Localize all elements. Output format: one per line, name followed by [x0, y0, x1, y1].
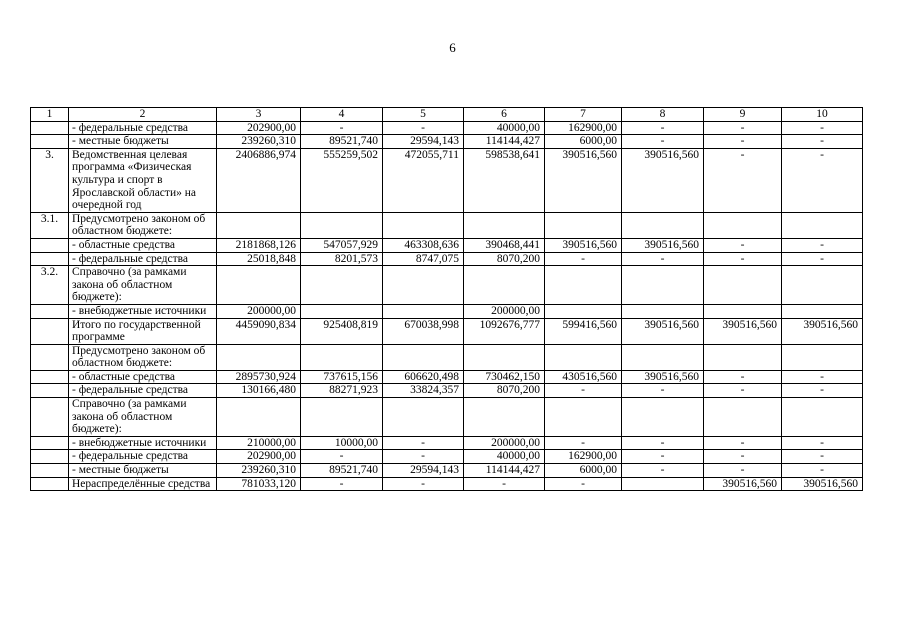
table-row — [31, 384, 863, 398]
row-label-cell: - местные бюджеты — [69, 464, 217, 478]
value-cell — [622, 266, 704, 305]
row-label-cell: Нераспределённые средства — [69, 477, 217, 491]
value-cell: 390516,560 — [704, 318, 782, 344]
table-row — [31, 344, 863, 370]
value-cell — [545, 266, 622, 305]
value-cell: 29594,143 — [383, 135, 464, 149]
table-row — [31, 450, 863, 464]
value-cell: - — [704, 121, 782, 135]
value-cell: 88271,923 — [301, 384, 383, 398]
value-cell: - — [383, 436, 464, 450]
value-cell — [622, 477, 704, 491]
value-cell: - — [383, 450, 464, 464]
value-cell: - — [782, 135, 863, 149]
value-cell: - — [782, 436, 863, 450]
table-row — [31, 398, 863, 437]
row-number-cell — [31, 398, 69, 437]
row-number-cell — [31, 384, 69, 398]
row-number-cell — [31, 252, 69, 266]
value-cell: 6000,00 — [545, 464, 622, 478]
value-cell — [704, 212, 782, 238]
value-cell: 239260,310 — [217, 464, 301, 478]
value-cell — [464, 344, 545, 370]
value-cell: 670038,998 — [383, 318, 464, 344]
column-header-10: 10 — [782, 108, 863, 122]
value-cell — [383, 266, 464, 305]
value-cell: 130166,480 — [217, 384, 301, 398]
value-cell: 8747,075 — [383, 252, 464, 266]
value-cell: 29594,143 — [383, 464, 464, 478]
column-header-8: 8 — [622, 108, 704, 122]
value-cell: 390516,560 — [782, 477, 863, 491]
value-cell: - — [704, 238, 782, 252]
value-cell: - — [383, 477, 464, 491]
value-cell: - — [622, 121, 704, 135]
value-cell: 10000,00 — [301, 436, 383, 450]
row-number-cell — [31, 464, 69, 478]
row-label-cell: Справочно (за рамками закона об областном бюджете): — [69, 398, 217, 437]
table-row — [31, 304, 863, 318]
column-header-1: 1 — [31, 108, 69, 122]
value-cell: 200000,00 — [217, 304, 301, 318]
value-cell: - — [782, 148, 863, 212]
table-row — [31, 266, 863, 305]
value-cell: 781033,120 — [217, 477, 301, 491]
value-cell — [464, 266, 545, 305]
table-row — [31, 238, 863, 252]
table-row — [31, 148, 863, 212]
value-cell: 33824,357 — [383, 384, 464, 398]
value-cell: - — [704, 370, 782, 384]
row-label-cell: - федеральные средства — [69, 121, 217, 135]
row-number-cell — [31, 370, 69, 384]
value-cell: 8070,200 — [464, 384, 545, 398]
value-cell: - — [545, 477, 622, 491]
value-cell: 390516,560 — [622, 238, 704, 252]
value-cell — [217, 398, 301, 437]
row-label-cell: - областные средства — [69, 370, 217, 384]
value-cell: 390468,441 — [464, 238, 545, 252]
table-row — [31, 370, 863, 384]
value-cell — [383, 304, 464, 318]
value-cell — [622, 398, 704, 437]
column-header-9: 9 — [704, 108, 782, 122]
row-number-cell: 3.2. — [31, 266, 69, 305]
value-cell: 390516,560 — [622, 370, 704, 384]
value-cell: - — [704, 135, 782, 149]
value-cell — [301, 398, 383, 437]
value-cell — [301, 304, 383, 318]
value-cell — [782, 344, 863, 370]
value-cell: 390516,560 — [622, 148, 704, 212]
value-cell: 114144,427 — [464, 464, 545, 478]
row-label-cell: - внебюджетные источники — [69, 436, 217, 450]
value-cell: - — [704, 148, 782, 212]
value-cell — [383, 344, 464, 370]
value-cell: 8201,573 — [301, 252, 383, 266]
value-cell: - — [782, 370, 863, 384]
value-cell — [301, 344, 383, 370]
value-cell: - — [545, 384, 622, 398]
value-cell: 40000,00 — [464, 450, 545, 464]
value-cell: - — [782, 464, 863, 478]
row-label-cell: - областные средства — [69, 238, 217, 252]
value-cell: 472055,711 — [383, 148, 464, 212]
column-header-3: 3 — [217, 108, 301, 122]
table-row — [31, 135, 863, 149]
value-cell: - — [782, 384, 863, 398]
value-cell: - — [622, 464, 704, 478]
value-cell: - — [622, 436, 704, 450]
value-cell: 89521,740 — [301, 464, 383, 478]
value-cell: 40000,00 — [464, 121, 545, 135]
row-number-cell — [31, 121, 69, 135]
budget-table — [30, 107, 863, 491]
value-cell: 239260,310 — [217, 135, 301, 149]
value-cell: 2895730,924 — [217, 370, 301, 384]
value-cell: - — [782, 121, 863, 135]
value-cell: 555259,502 — [301, 148, 383, 212]
table-row — [31, 121, 863, 135]
value-cell: - — [704, 384, 782, 398]
value-cell: 463308,636 — [383, 238, 464, 252]
value-cell: 210000,00 — [217, 436, 301, 450]
value-cell — [704, 398, 782, 437]
table-row — [31, 477, 863, 491]
value-cell: - — [464, 477, 545, 491]
value-cell: 1092676,777 — [464, 318, 545, 344]
value-cell: - — [704, 252, 782, 266]
value-cell — [704, 304, 782, 318]
row-label-cell: - внебюджетные источники — [69, 304, 217, 318]
value-cell: 8070,200 — [464, 252, 545, 266]
row-number-cell — [31, 344, 69, 370]
value-cell: 89521,740 — [301, 135, 383, 149]
row-number-cell — [31, 450, 69, 464]
value-cell — [217, 212, 301, 238]
value-cell — [217, 344, 301, 370]
value-cell: 598538,641 — [464, 148, 545, 212]
value-cell: - — [622, 384, 704, 398]
row-number-cell — [31, 477, 69, 491]
table-row — [31, 318, 863, 344]
column-header-6: 6 — [464, 108, 545, 122]
value-cell — [464, 398, 545, 437]
value-cell: - — [545, 252, 622, 266]
table-row — [31, 212, 863, 238]
value-cell: 114144,427 — [464, 135, 545, 149]
page-number: 6 — [449, 40, 456, 55]
row-number-cell: 3. — [31, 148, 69, 212]
value-cell: - — [622, 135, 704, 149]
value-cell: 606620,498 — [383, 370, 464, 384]
column-header-2: 2 — [69, 108, 217, 122]
row-number-cell — [31, 238, 69, 252]
value-cell: - — [622, 450, 704, 464]
value-cell — [704, 344, 782, 370]
value-cell: - — [383, 121, 464, 135]
value-cell — [545, 212, 622, 238]
value-cell: 599416,560 — [545, 318, 622, 344]
value-cell: 202900,00 — [217, 450, 301, 464]
value-cell: 925408,819 — [301, 318, 383, 344]
column-header-7: 7 — [545, 108, 622, 122]
value-cell: 200000,00 — [464, 436, 545, 450]
column-header-5: 5 — [383, 108, 464, 122]
row-label-cell: Справочно (за рамками закона об областном бюджете): — [69, 266, 217, 305]
table-row — [31, 252, 863, 266]
value-cell: - — [704, 450, 782, 464]
value-cell: 202900,00 — [217, 121, 301, 135]
value-cell: - — [704, 436, 782, 450]
value-cell — [545, 304, 622, 318]
value-cell: 390516,560 — [545, 238, 622, 252]
header-row — [31, 108, 863, 122]
value-cell: 390516,560 — [545, 148, 622, 212]
value-cell — [782, 266, 863, 305]
table-row — [31, 436, 863, 450]
row-label-cell: Итого по государственной программе — [69, 318, 217, 344]
row-label-cell: - местные бюджеты — [69, 135, 217, 149]
value-cell: 547057,929 — [301, 238, 383, 252]
row-label-cell: - федеральные средства — [69, 384, 217, 398]
value-cell: - — [704, 464, 782, 478]
row-number-cell — [31, 318, 69, 344]
value-cell — [383, 212, 464, 238]
value-cell — [704, 266, 782, 305]
value-cell: 25018,848 — [217, 252, 301, 266]
value-cell — [545, 344, 622, 370]
row-number-cell — [31, 135, 69, 149]
column-header-4: 4 — [301, 108, 383, 122]
value-cell: - — [622, 252, 704, 266]
value-cell: - — [782, 238, 863, 252]
value-cell — [383, 398, 464, 437]
value-cell — [217, 266, 301, 305]
value-cell: 2181868,126 — [217, 238, 301, 252]
value-cell: 200000,00 — [464, 304, 545, 318]
value-cell: 390516,560 — [622, 318, 704, 344]
value-cell — [622, 344, 704, 370]
row-number-cell — [31, 436, 69, 450]
value-cell — [622, 304, 704, 318]
row-number-cell: 3.1. — [31, 212, 69, 238]
value-cell: 6000,00 — [545, 135, 622, 149]
value-cell: 4459090,834 — [217, 318, 301, 344]
row-label-cell: Предусмотрено законом об областном бюджете: — [69, 344, 217, 370]
value-cell: 430516,560 — [545, 370, 622, 384]
row-number-cell — [31, 304, 69, 318]
value-cell — [782, 398, 863, 437]
value-cell — [301, 266, 383, 305]
value-cell: 2406886,974 — [217, 148, 301, 212]
value-cell: 162900,00 — [545, 121, 622, 135]
value-cell — [622, 212, 704, 238]
value-cell: - — [301, 121, 383, 135]
row-label-cell: Предусмотрено законом об областном бюджете: — [69, 212, 217, 238]
value-cell — [782, 304, 863, 318]
value-cell — [301, 212, 383, 238]
value-cell: - — [782, 450, 863, 464]
value-cell: - — [782, 252, 863, 266]
value-cell: 390516,560 — [704, 477, 782, 491]
value-cell — [782, 212, 863, 238]
value-cell: 390516,560 — [782, 318, 863, 344]
row-label-cell: - федеральные средства — [69, 252, 217, 266]
value-cell — [464, 212, 545, 238]
row-label-cell: Ведомственная целевая программа «Физическая культура и спорт в Ярославской области» на очередной год — [69, 148, 217, 212]
value-cell: - — [545, 436, 622, 450]
table-row — [31, 464, 863, 478]
value-cell: - — [301, 477, 383, 491]
value-cell: 162900,00 — [545, 450, 622, 464]
row-label-cell: - федеральные средства — [69, 450, 217, 464]
value-cell: - — [301, 450, 383, 464]
value-cell: 730462,150 — [464, 370, 545, 384]
value-cell — [545, 398, 622, 437]
value-cell: 737615,156 — [301, 370, 383, 384]
